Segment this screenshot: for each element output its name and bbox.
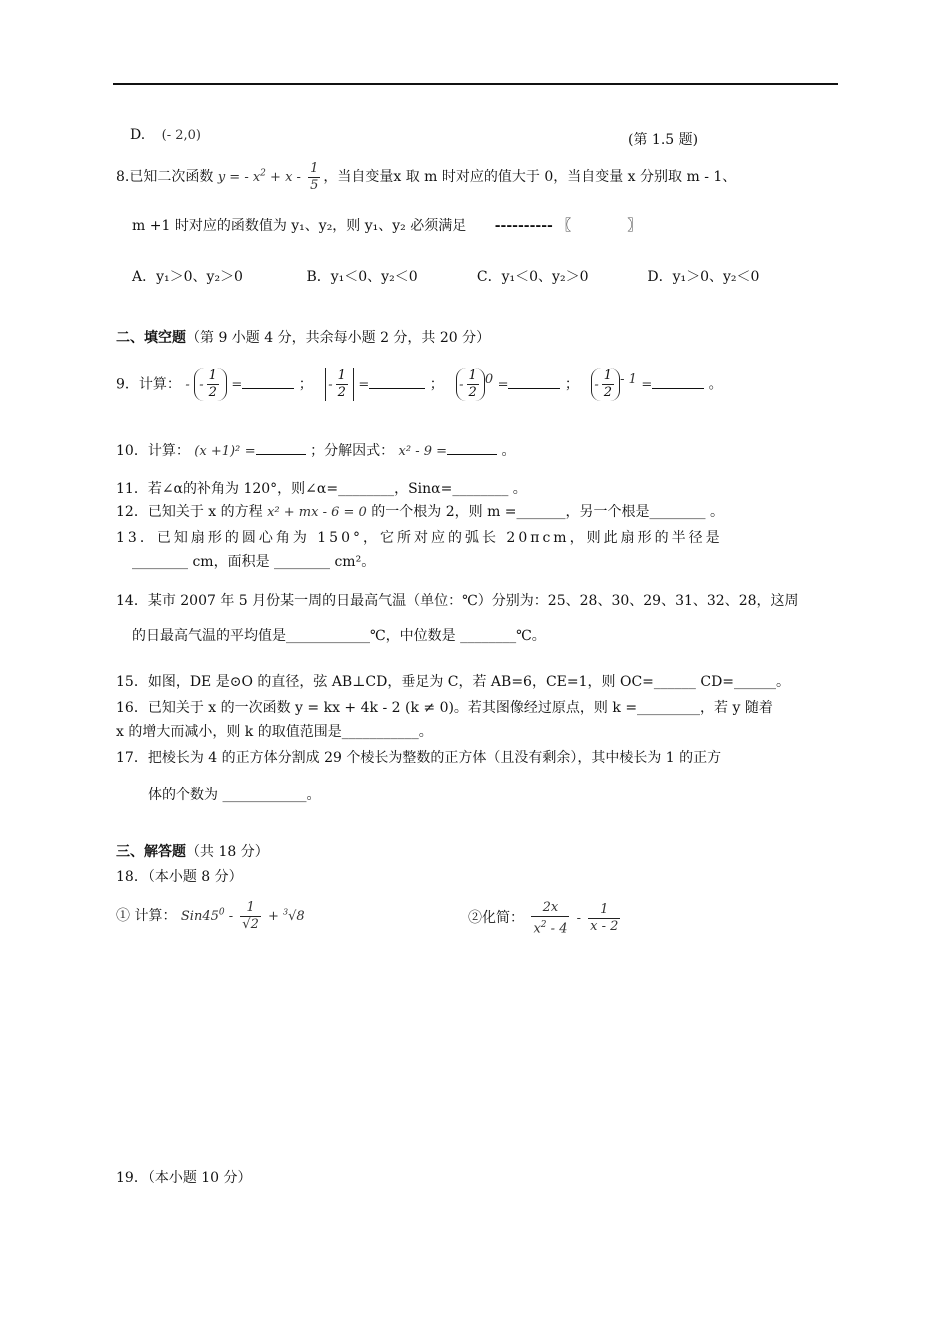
q17-line1: 17．把棱长为 4 的正方体分割成 29 个棱长为整数的正方体（且没有剩余），其中棱长为 1 的正方 [116,750,722,766]
q13-line1: 13．已知扇形的圆心角为 150°，它所对应的弧长 20πcm，则此扇形的半径是 [116,530,723,546]
q18-label: 18．（本小题 8 分） [116,869,243,885]
q16-line1: 16．已知关于 x 的一次函数 y = kx + 4k - 2 (k ≠ 0)。若其图像经过原点，则 k =_________，若 y 随着 [116,700,773,716]
q9-blank-1[interactable] [242,376,294,389]
q10-blank-2[interactable] [447,442,497,455]
q8-function: y = - $x^2 + x$ - $\frac{1}{5}$ [217,161,319,193]
q8-line1: 8.已知二次函数 y = - $x^2 + x$ - $\frac{1}{5}$ ，当自变量x 取 m 时对应的值大于 0，当自变量 x 分别取 m - 1、 [116,161,737,193]
q15-line: 15．如图，DE 是⊙O 的直径，弦 AB⊥CD，垂足为 C，若 AB=6，CE=1，则 OC=______ CD=______。 [116,674,791,690]
q17-line2: 体的个数为 ____________。 [148,787,321,803]
q9-blank-3[interactable] [508,376,560,389]
q9-blank-2[interactable] [369,376,425,389]
q8-line2: m +1 时对应的函数值为 y₁、y₂，则 y₁、y₂ 必须满足 ---------- 〖 〗 [132,218,642,234]
q18-part1: ① 计算： $Sin45^0$ - $\frac{1}{√2}$ + $^3$√8 [116,900,305,932]
q19-label: 19．（本小题 10 分） [116,1170,252,1186]
q18-part1-expr: $Sin45^0$ - $\frac{1}{√2}$ + $^3$√8 [180,900,305,932]
q7-figure-ref: (第 1.5 题) [628,132,699,148]
q11-line: 11．若∠α的补角为 120°，则∠α=________，Sinα=________ 。 [116,481,527,497]
q18-part2-expr: $\frac{2x}{x^2 - 4}$ - $\frac{1}{x - 2}$ [533,900,619,937]
q16-line2: x 的增大而减小，则 k 的取值范围是___________。 [116,724,433,740]
q9-blank-4[interactable] [652,376,704,389]
q10-blank-1[interactable] [256,442,306,455]
header-rule [113,83,838,85]
q14-line2: 的日最高气温的平均值是____________℃，中位数是 ________℃。 [132,628,546,644]
section2-heading: 二、填空题（第 9 小题 4 分，共余每小题 2 分，共 20 分） [116,330,491,346]
q14-line1: 14．某市 2007 年 5 月份某一周的日最高气温（单位：℃）分别为：25、28、30、29、31、32、28，这周 [116,593,799,609]
q8-options: A．y₁＞0、y₂＞0 B．y₁＜0、y₂＜0 C．y₁＜0、y₂＞0 D．y₁＞0、y₂＜0 [132,269,760,285]
section3-heading: 三、解答题（共 18 分） [116,844,269,860]
q7-option-d: D. (- 2,0) [130,127,201,143]
q13-line2: ________ cm，面积是 ________ cm²。 [132,554,376,570]
q9-line: 9．计算： - - $\frac{1}{2}$ = ； - $\frac{1}{2}$ = ； - $\frac{1}{2}$ $^0$ = ； - $\frac{1}{2}$ $^{- 1}$ = 。 [116,368,723,400]
q7-option-d-value: (- 2,0) [161,128,201,143]
q8-answer-bracket: 〖 〗 [557,218,642,234]
q10-line: 10．计算： (x +1)² = ；分解因式： x² - 9 = 。 [116,443,516,459]
q18-part2: ②化简： $\frac{2x}{x^2 - 4}$ - $\frac{1}{x - 2}$ [468,900,623,937]
q12-line: 12．已知关于 x 的方程 x² + mx - 6 = 0 的一个根为 2，则 m =_______，另一个根是________ 。 [116,504,724,520]
